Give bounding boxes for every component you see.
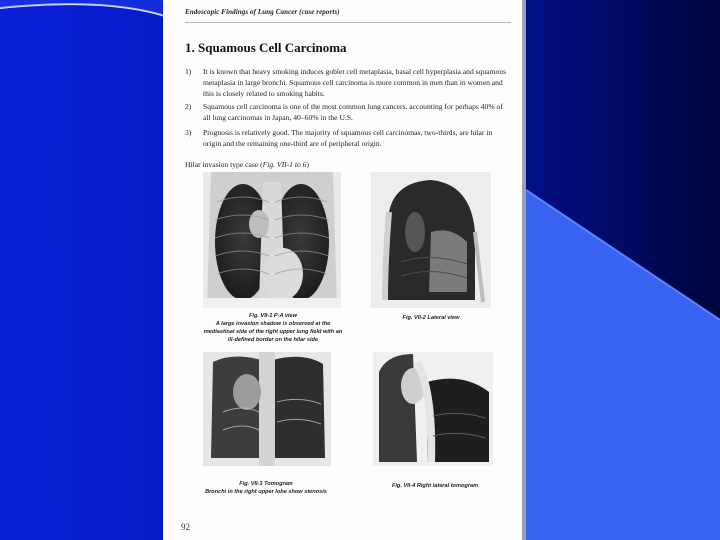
item-number: 3) — [185, 128, 192, 137]
item-number: 2) — [185, 102, 192, 111]
item-text: It is known that heavy smoking induces goblet cell metaplasia, basal cell hyperplasia and squamous metaplasia in large bronchi. Squamous cell carcinoma is more common in men than in women and this is closely related to smoking habits. — [203, 67, 507, 98]
page-number: 92 — [181, 522, 190, 532]
case-figure-ref: Fig. VII-1 to 6 — [262, 160, 307, 169]
scanned-page — [163, 0, 522, 540]
header-rule — [185, 22, 511, 23]
blue-wedge — [526, 190, 720, 540]
figure-caption-1: Fig. VII-1 P-A view A large invasion shadow is observed at the mediastinal side of the right upper lung field with an ill-defined border on the hilar side — [203, 313, 343, 343]
item-text: Squamous cell carcinoma is one of the most common lung cancers, accounting for perhaps 40% of all lung carcinomas in Japan, 40–60% in the U.S. — [203, 102, 503, 122]
xray-pa-view — [203, 172, 341, 308]
section-title: 1. Squamous Cell Carcinoma — [185, 40, 347, 55]
figure-caption-2: Fig. VII-2 Lateral view — [402, 315, 460, 321]
case-line-end: ) — [306, 160, 310, 169]
figure-caption-3: Fig. VII-3 Tomogram Bronchi in the right upper lobe show stenosis — [205, 481, 327, 495]
xray-right-lateral-tomogram — [373, 352, 493, 466]
item-text: Prognosis is relatively good. The majority of squamous cell carcinomas, two-thirds, are hilar in origin and the remaining one-third are of peripheral origin. — [203, 128, 493, 148]
xray-lateral-view — [371, 172, 491, 308]
running-head: Endoscopic Findings of Lung Cancer (case reports) — [185, 8, 340, 16]
case-line — [185, 160, 309, 169]
figure-caption-4: Fig. VII-4 Right lateral tomogram — [391, 483, 479, 489]
case-line-text: Hilar invasion type case ( — [185, 160, 263, 169]
xray-tomogram — [203, 352, 331, 466]
page-edge-shadow — [522, 0, 526, 540]
item-number: 1) — [185, 67, 192, 76]
